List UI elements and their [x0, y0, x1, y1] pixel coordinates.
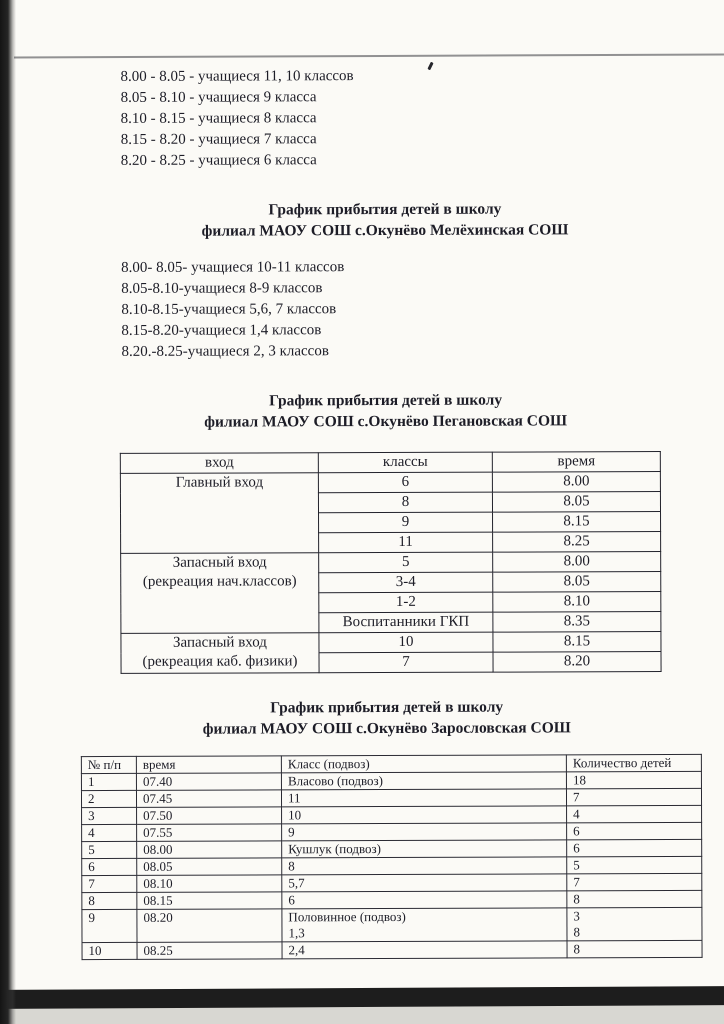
time-cell: 8.15 — [493, 632, 661, 653]
table-row — [82, 940, 702, 959]
class-cell: 8 — [282, 857, 567, 875]
table-row — [82, 907, 702, 942]
column-header-time: время — [492, 452, 660, 473]
table-header-row — [120, 452, 660, 474]
number-cell: 4 — [82, 824, 137, 841]
table-row — [82, 856, 702, 875]
time-cell: 08.15 — [137, 892, 282, 910]
class-cell: 6 — [318, 472, 492, 493]
number-cell: 2 — [81, 790, 136, 807]
count-cell: 7 — [566, 788, 701, 805]
entrance-cell: Запасный вход (рекреация каб. физики) — [121, 633, 319, 674]
scan-paper-top-edge — [14, 53, 724, 58]
class-cell: 5,7 — [282, 874, 567, 892]
column-header-classes: классы — [318, 452, 492, 473]
number-cell: 3 — [82, 807, 137, 824]
time-cell: 08.00 — [137, 841, 282, 859]
time-cell: 8.05 — [492, 492, 660, 513]
column-header-number: № п/п — [81, 756, 136, 773]
table-row — [82, 822, 702, 841]
list-item: 8.00- 8.05- учащиеся 10-11 классов — [121, 259, 345, 276]
time-cell: 8.10 — [493, 592, 661, 613]
class-cell: 3-4 — [319, 572, 493, 593]
count-cell: 6 — [567, 839, 702, 856]
title-line: График прибытия детей в школу — [270, 698, 504, 717]
number-cell: 9 — [82, 909, 137, 942]
scan-shadow-left — [0, 0, 16, 1024]
table-row — [121, 552, 661, 574]
list-item: 8.20.-8.25-учащиеся 2, 3 классов — [121, 343, 329, 360]
list-item: 8.05-8.10-учащиеся 8-9 классов — [121, 280, 323, 297]
class-cell: 9 — [282, 823, 567, 841]
class-cell: 11 — [319, 532, 493, 553]
title-line: График прибытия детей в школу — [268, 200, 502, 219]
list-item: 8.05 - 8.10 - учащиеся 9 класса — [120, 89, 317, 106]
entrance-cell: Запасный вход (рекреация нач.классов) — [121, 553, 319, 634]
table-row — [82, 805, 702, 824]
time-cell: 8.00 — [493, 552, 661, 573]
section-title-peganovskaya — [56, 389, 716, 433]
number-cell: 7 — [82, 875, 137, 892]
number-cell: 5 — [82, 841, 137, 858]
time-cell: 8.25 — [493, 532, 661, 553]
class-cell: 11 — [281, 789, 566, 807]
table-row — [81, 788, 701, 807]
count-cell: 6 — [567, 822, 702, 839]
count-cell: 5 — [567, 856, 702, 873]
time-cell: 08.10 — [137, 875, 282, 893]
time-cell: 8.35 — [493, 612, 661, 633]
count-cell: 3 8 — [567, 907, 702, 940]
table-header-row — [81, 754, 701, 773]
list-item: 8.15 - 8.20 - учащиеся 7 класса — [120, 131, 317, 148]
number-cell: 10 — [82, 942, 137, 959]
section-title-zaroslovskaya — [57, 696, 717, 740]
title-line: филиал МАОУ СОШ с.Окунёво Пегановская СОШ — [204, 412, 568, 431]
time-cell: 08.05 — [137, 858, 282, 876]
document-content — [54, 59, 717, 960]
class-cell: 8 — [318, 492, 492, 513]
count-cell: 8 — [567, 890, 702, 907]
table-row — [82, 890, 702, 909]
table-row — [120, 472, 660, 494]
class-cell: Кушлук (подвоз) — [282, 840, 567, 858]
time-cell: 07.45 — [136, 790, 281, 808]
table-row — [82, 839, 702, 858]
list-item: 8.10-8.15-учащиеся 5,6, 7 классов — [121, 301, 337, 318]
count-cell: 8 — [567, 940, 702, 957]
title-line: График прибытия детей в школу — [269, 391, 503, 410]
list-item: 8.15-8.20-учащиеся 1,4 классов — [121, 322, 322, 339]
entrance-cell: Главный вход — [120, 473, 318, 554]
class-cell: 5 — [319, 552, 493, 573]
class-cell: 9 — [319, 512, 493, 533]
time-cell: 07.55 — [137, 824, 282, 842]
section-title-melekhinskaya — [55, 198, 715, 242]
count-cell: 4 — [567, 805, 702, 822]
time-cell: 8.00 — [492, 472, 660, 493]
scan-paper-bottom-edge — [0, 986, 724, 1009]
number-cell: 8 — [82, 892, 137, 909]
class-cell: Власово (подвоз) — [281, 772, 566, 790]
class-cell: Половинное (подвоз) 1,3 — [282, 908, 567, 942]
time-cell: 07.40 — [136, 773, 281, 791]
column-header-time: время — [136, 756, 281, 774]
count-cell: 7 — [567, 873, 702, 890]
time-cell: 8.15 — [493, 512, 661, 533]
arrival-list-melekhinskaya — [121, 256, 715, 363]
class-cell: 7 — [319, 652, 493, 673]
arrival-list-main-school — [120, 65, 714, 172]
time-cell: 08.25 — [137, 942, 282, 960]
table-row — [82, 873, 702, 892]
title-line: филиал МАОУ СОШ с.Окунёво Мелёхинская СОШ — [201, 221, 569, 240]
table-row — [121, 632, 661, 654]
peganovskaya-arrival-table — [120, 451, 662, 674]
zaroslovskaya-arrival-table — [81, 754, 703, 960]
list-item: 8.20 - 8.25 - учащиеся 6 класса — [120, 152, 317, 169]
title-line: филиал МАОУ СОШ с.Окунёво Зарословская СОШ — [202, 719, 571, 738]
class-cell: 1-2 — [319, 592, 493, 613]
class-cell: Воспитанники ГКП — [319, 612, 493, 633]
list-item: 8.10 - 8.15 - учащиеся 8 класса — [120, 110, 317, 127]
number-cell: 1 — [81, 773, 136, 790]
time-cell: 8.05 — [493, 572, 661, 593]
class-cell: 10 — [282, 806, 567, 824]
number-cell: 6 — [82, 858, 137, 875]
time-cell: 08.20 — [137, 909, 282, 943]
column-header-entrance: вход — [120, 453, 318, 474]
time-cell: 07.50 — [137, 807, 282, 825]
class-cell: 6 — [282, 891, 567, 909]
class-cell: 10 — [319, 632, 493, 653]
time-cell: 8.20 — [493, 652, 661, 673]
list-item: 8.00 - 8.05 - учащиеся 11, 10 классов — [120, 68, 354, 85]
column-header-class: Класс (подвоз) — [281, 755, 566, 773]
column-header-count: Количество детей — [566, 754, 701, 771]
table-row — [81, 771, 701, 790]
count-cell: 18 — [566, 771, 701, 788]
class-cell: 2,4 — [282, 941, 567, 959]
